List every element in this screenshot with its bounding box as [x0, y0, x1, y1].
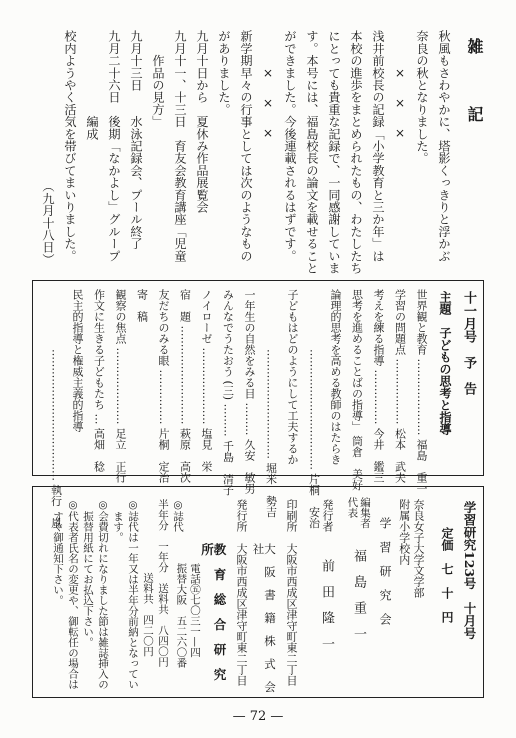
editor-person: 福 島 重 一 [351, 549, 366, 640]
colophon-notes [43, 499, 183, 689]
issuer-label: 発行所 [235, 499, 248, 532]
publisher-label: 発行者 [321, 499, 334, 532]
text-line: × × × [393, 66, 407, 141]
next-issue-title: 十一月号 予 告 [461, 291, 476, 395]
text-line: ……………………………… 執行 嵐 [49, 349, 63, 529]
text-line: 世界観と教育 ………………… 福島 重一 [415, 289, 428, 494]
issuer-name: 教 育 総 合 研 究 所 [199, 543, 227, 693]
editor-label: 編集者 代表 [346, 497, 371, 529]
colophon-title: 学習研究123号 十月号 [462, 501, 477, 640]
text-line: 半年分 一年分 送料共 八四〇円 [157, 499, 169, 667]
text-line: 観察の焦点 ………………… 足立 正行 [114, 289, 127, 483]
text-line: 九月十日から 夏休み作品展覧会 [195, 30, 209, 213]
text-line: す。本号には、福島校長の論文を載せること [305, 30, 319, 274]
text-line: 思考を進めることばの指導」 筒倉 美好 [350, 289, 364, 491]
text-line: ます。 [112, 511, 124, 543]
editor-name: 学 習 研 究 会 [378, 517, 392, 625]
text-line: ノイローゼ ………………… 塩見 栄 [200, 289, 213, 472]
text-line: ◎誌代は一年又は半年分前納となってい [127, 499, 139, 690]
text-line: 編成 [85, 30, 99, 140]
text-line: 九月二十六日 後期「なかよし」グループ [107, 30, 121, 262]
text-line: 考えを練る指導 …………… 今井 鑑三 [372, 289, 385, 483]
text-line: …………………………… 片桐 安治 [307, 349, 321, 529]
text-line: 秋風もさわやかに、塔影くっきりと浮かぶ [437, 30, 451, 262]
text-line: 友だちのみる眼 …………… 片桐 定治 [157, 289, 170, 483]
colophon-box [32, 486, 484, 704]
text-line: 九月十三日 水泳記録会、プール終了 [129, 30, 143, 250]
text-line: ができました。今後連載されるはずです。 [283, 30, 297, 262]
editor-org: 奈良女子大学文学部 附属小学校内 [397, 499, 425, 598]
text-line: 作品の見方」 [151, 30, 165, 128]
text-line: 浅井前校長の記録「小学教育と三か年」は [371, 30, 385, 262]
text-line: 民主的指導と権威主義的指導 [71, 289, 84, 432]
printer-name: 大 阪 書 籍 株 式 会 社 [251, 543, 277, 704]
issuer-phone: 電話㊄七〇三一—四 振替大阪 五二六〇番 [175, 563, 201, 668]
text-line: 寄 稿 [135, 289, 149, 322]
next-issue-theme: 主題 子どもの思考と指導 [438, 291, 452, 435]
text-line: 本校の進歩をまとめられたもの、わたしたち [349, 30, 363, 274]
text-line: がありました。 [217, 30, 231, 116]
text-line: × × × [261, 66, 275, 141]
printer-label: 印刷所 [285, 499, 298, 532]
colophon-price: 定価 七 十 円 [440, 527, 454, 623]
text-line: にとっても貴重な記録で、一同感謝していま [327, 30, 341, 274]
issuer-address: 大阪市西成区津守町東二丁目 [235, 543, 248, 686]
text-line: 振替用紙にてお払込下さい。 [82, 511, 94, 648]
text-line: 校内ようやく活気を帯びてまいりました。 [63, 30, 77, 262]
text-line: 学習の問題点 ……………… 松本 武夫 [393, 289, 407, 483]
text-line: 一年生の自然をみる目 ……… 久安 敏男 [243, 289, 256, 494]
publisher-person: 前 田 隆 一 [319, 559, 334, 650]
text-line: ◎代表者氏名の変更や、御転任の場合は [67, 499, 79, 690]
text-line: 送料共 四二〇円 [142, 499, 154, 657]
zakki-section [30, 20, 490, 274]
text-line: （九月十八日） [41, 180, 55, 266]
text-line: 新学期早々の行事としては次のようなもの [239, 30, 253, 262]
text-line: 宿 題 ……………………… 萩原 高次 [178, 289, 192, 483]
page-number: — 72 — [232, 709, 284, 724]
text-line: 奈良の秋となりました。 [415, 30, 429, 165]
text-line: 子どもはどのようにして工夫するか [286, 289, 299, 465]
text-line: 九月十一、十三日 育友会教育講座「児童 [173, 30, 187, 262]
text-line: みんなでうたおう (三) ……… 千島 清子 [221, 289, 235, 496]
text-line: 論理的思考を高める教師のはたらき [329, 289, 342, 465]
printer-address: 大阪市西成区津守町東二丁目 [285, 543, 298, 686]
text-line: ………………………… 堀米 勢吉 [264, 349, 278, 518]
zakki-body [30, 30, 451, 274]
text-line: すぐ御通知下さい。 [52, 511, 64, 606]
text-line: ◎誌代 [172, 499, 184, 532]
zakki-title: 雑 記 [465, 38, 484, 140]
text-line: ◎会費切れになりました節は雑誌挿入の [97, 499, 109, 690]
text-line: 作文に生きる子どもたち … 高畑 稔 [92, 289, 106, 472]
